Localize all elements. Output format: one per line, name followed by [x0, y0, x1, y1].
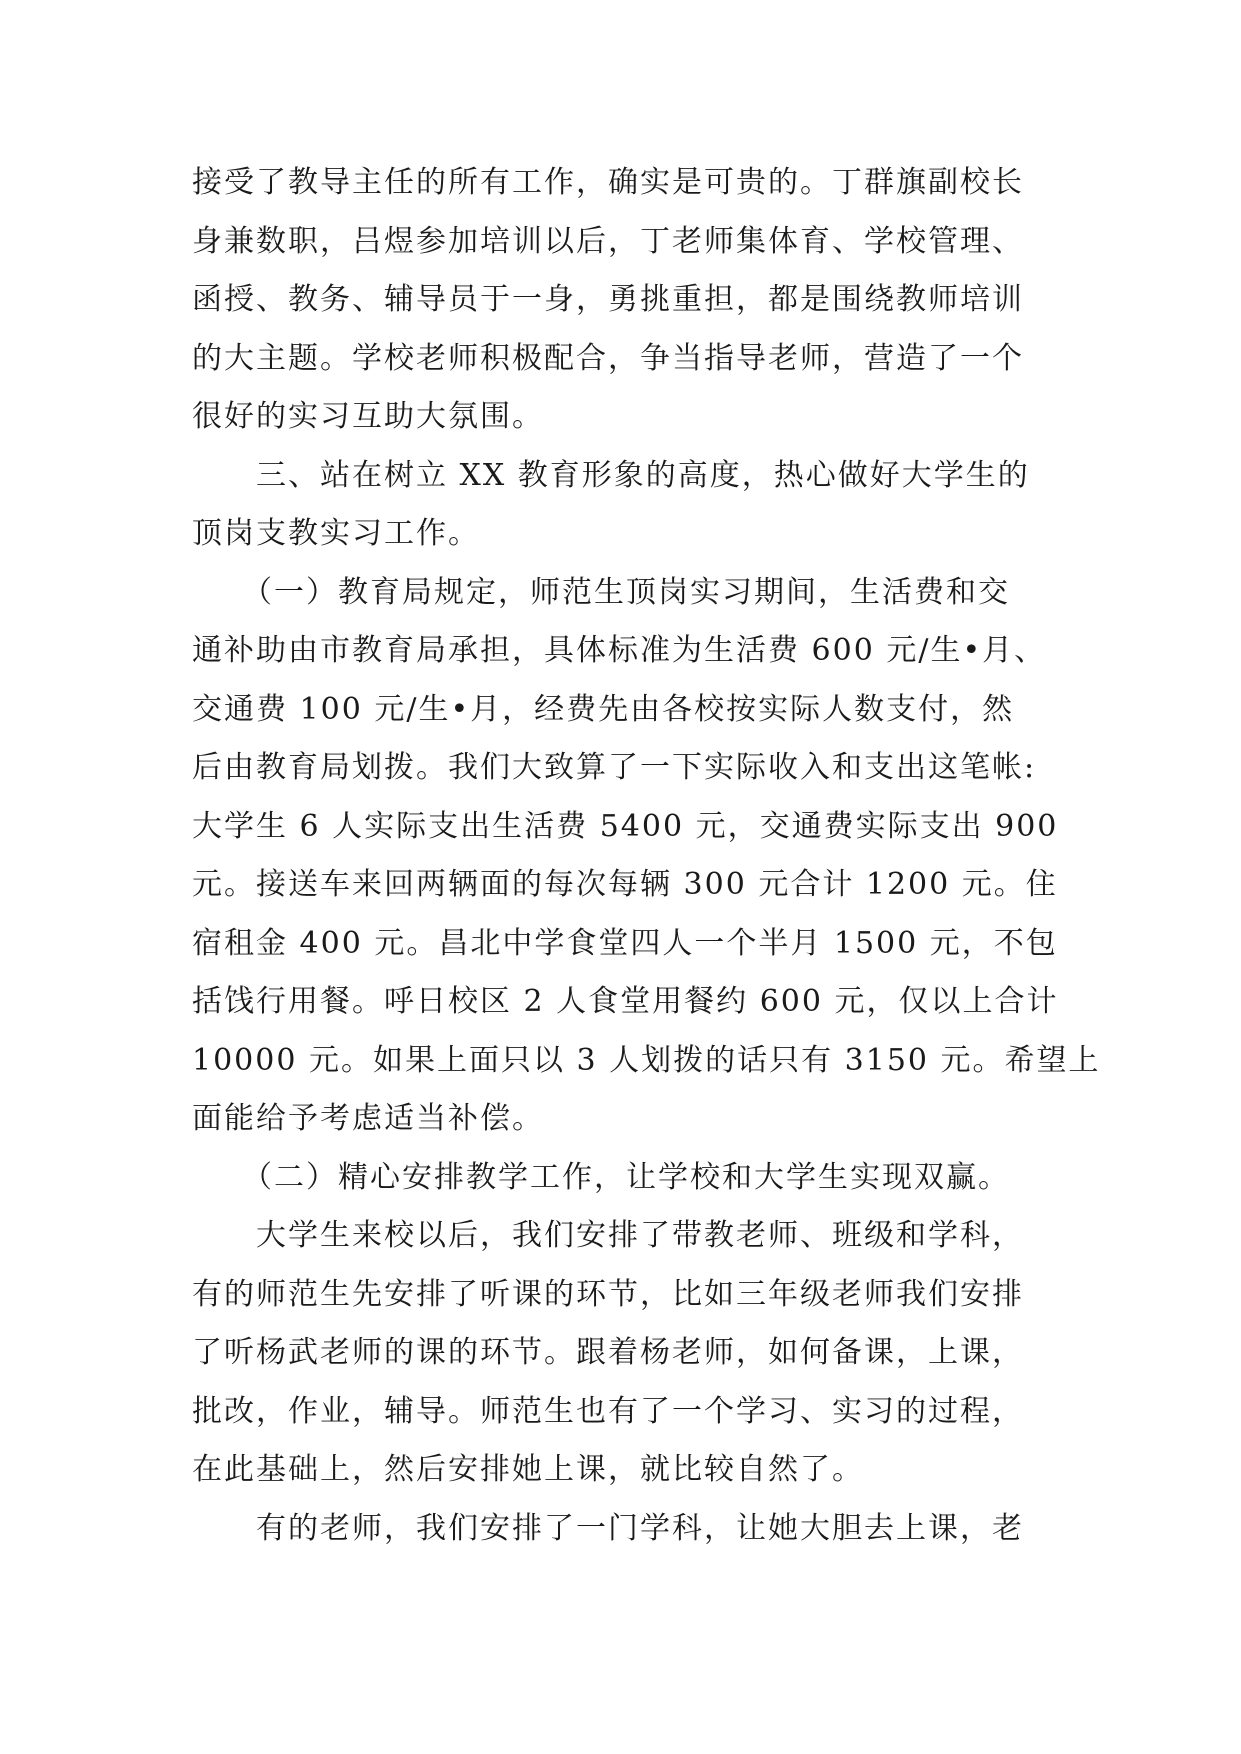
- text-line: 宿租金 400 元。昌北中学食堂四人一个半月 1500 元，不包: [192, 925, 1058, 961]
- text-line: 大学生 6 人实际支出生活费 5400 元，交通费实际支出 900: [192, 808, 1059, 844]
- body-text: [192, 154, 1101, 1558]
- text-line: 在此基础上，然后安排她上课，就比较自然了。: [192, 1452, 864, 1487]
- text-line: 的大主题。学校老师积极配合，争当指导老师，营造了一个: [192, 340, 1024, 376]
- text-line: 批改，作业，辅导。师范生也有了一个学习、实习的过程，: [192, 1393, 1024, 1429]
- text-line: 括饯行用餐。呼日校区 2 人食堂用餐约 600 元，仅以上合计: [192, 984, 1059, 1019]
- text-line: 了听杨武老师的课的环节。跟着杨老师，如何备课，上课，: [192, 1335, 1024, 1370]
- text-line: 10000 元。如果上面只以 3 人划拨的话只有 3150 元。希望上: [192, 1042, 1101, 1078]
- text-line: 接受了教导主任的所有工作，确实是可贵的。丁群旗副校长: [192, 165, 1024, 200]
- text-line: 后由教育局划拨。我们大致算了一下实际收入和支出这笔帐:: [192, 750, 1037, 785]
- text-line: 通补助由市教育局承担，具体标准为生活费 600 元/生•月、: [192, 633, 1047, 668]
- text-line: 面能给予考虑适当补偿。: [192, 1101, 544, 1136]
- section-heading: 三、站在树立 XX 教育形象的高度，热心做好大学生的: [256, 457, 1030, 493]
- text-line: 有的师范生先安排了听课的环节，比如三年级老师我们安排: [192, 1276, 1024, 1312]
- text-line: 顶岗支教实习工作。: [192, 516, 480, 551]
- text-line: 很好的实习互助大氛围。: [192, 399, 544, 434]
- text-line: 身兼数职，吕煜参加培训以后，丁老师集体育、学校管理、: [192, 223, 1024, 259]
- paragraph-start: 大学生来校以后，我们安排了带教老师、班级和学科，: [256, 1218, 1024, 1253]
- text-line: 函授、教务、辅导员于一身，勇挑重担，都是围绕教师培训: [192, 282, 1024, 317]
- subsection-heading: （一）教育局规定，师范生顶岗实习期间，生活费和交: [242, 574, 1010, 610]
- text-line: 交通费 100 元/生•月，经费先由各校按实际人数支付，然: [192, 691, 1015, 727]
- text-line: 元。接送车来回两辆面的每次每辆 300 元合计 1200 元。住: [192, 867, 1058, 902]
- paragraph-start: 有的老师，我们安排了一门学科，让她大胆去上课，老: [256, 1510, 1024, 1546]
- subsection-heading: （二）精心安排教学工作，让学校和大学生实现双赢。: [242, 1159, 1010, 1195]
